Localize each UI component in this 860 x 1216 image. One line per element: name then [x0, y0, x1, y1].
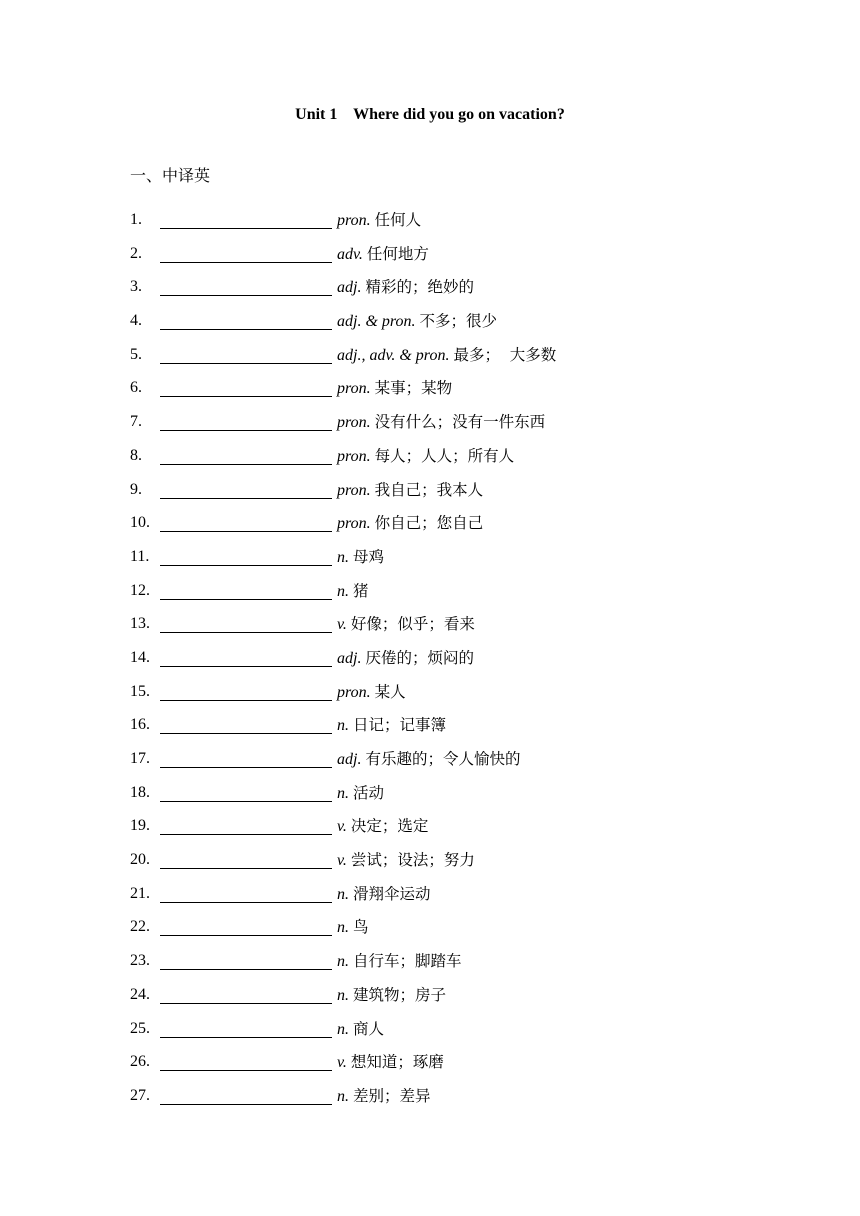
list-item: [130, 206, 730, 240]
list-item: [130, 1015, 730, 1049]
list-item: [130, 1082, 730, 1116]
item-number: 23.: [130, 952, 150, 970]
item-number: 9.: [130, 480, 142, 498]
item-number: 2.: [130, 244, 142, 262]
list-item: [130, 711, 730, 745]
chinese-meaning: 商人: [353, 1019, 385, 1038]
answer-blank[interactable]: [160, 935, 332, 936]
part-of-speech: pron.: [337, 683, 371, 701]
item-definition: [337, 243, 429, 266]
answer-blank[interactable]: [160, 700, 332, 701]
answer-blank[interactable]: [160, 969, 332, 970]
answer-blank[interactable]: [160, 1070, 332, 1071]
list-item: [130, 543, 730, 577]
item-definition: [337, 681, 406, 704]
chinese-meaning: 精彩的；绝妙的: [365, 278, 474, 297]
item-definition: [337, 984, 446, 1007]
item-definition: [337, 512, 483, 535]
item-definition: [337, 344, 556, 367]
item-definition: [337, 815, 428, 838]
part-of-speech: adj., adv. & pron.: [337, 346, 450, 364]
answer-blank[interactable]: [160, 902, 332, 903]
item-definition: [337, 613, 475, 636]
answer-blank[interactable]: [160, 1003, 332, 1004]
chinese-meaning: 任何地方: [366, 244, 429, 263]
chinese-meaning: 你自己；您自己: [374, 514, 484, 533]
part-of-speech: pron.: [337, 515, 371, 533]
chinese-meaning: 不多；很少: [419, 312, 498, 331]
chinese-meaning: 猪: [353, 581, 369, 600]
item-number: 5.: [130, 345, 142, 363]
list-item: [130, 509, 730, 543]
answer-blank[interactable]: [160, 565, 332, 566]
item-number: 16.: [130, 716, 150, 734]
chinese-meaning: 建筑物；房子: [353, 985, 447, 1004]
list-item: [130, 610, 730, 644]
part-of-speech: n.: [337, 548, 349, 566]
part-of-speech: n.: [337, 717, 349, 735]
chinese-meaning: 自行车；脚踏车: [353, 952, 462, 971]
section-heading: 一、中译英: [130, 166, 211, 185]
item-number: 3.: [130, 278, 142, 296]
item-number: 10.: [130, 514, 150, 532]
chinese-meaning: 想知道；琢磨: [350, 1053, 444, 1072]
item-definition: [337, 782, 384, 805]
list-item: [130, 981, 730, 1015]
chinese-meaning: 决定；选定: [350, 817, 429, 836]
list-item: [130, 577, 730, 611]
chinese-meaning: 好像；似乎；看来: [350, 615, 475, 634]
chinese-meaning: 差别；差异: [353, 1086, 431, 1105]
answer-blank[interactable]: [160, 464, 332, 465]
item-definition: [337, 411, 545, 434]
item-number: 1.: [130, 211, 142, 228]
vocabulary-list: [130, 206, 730, 1116]
list-item: [130, 476, 730, 510]
answer-blank[interactable]: [160, 1037, 332, 1038]
chinese-meaning: 鸟: [353, 918, 369, 937]
item-number: 13.: [130, 615, 150, 633]
chinese-meaning: 活动: [353, 783, 385, 802]
answer-blank[interactable]: [160, 430, 332, 431]
item-definition: [337, 1018, 384, 1041]
item-definition: [337, 580, 369, 603]
item-number: 27.: [130, 1086, 150, 1104]
answer-blank[interactable]: [160, 498, 332, 499]
list-item: [130, 779, 730, 813]
item-number: 7.: [130, 413, 142, 431]
item-definition: [337, 647, 474, 670]
answer-blank[interactable]: [160, 834, 332, 835]
chinese-meaning: 某人: [374, 682, 406, 701]
part-of-speech: v.: [337, 852, 347, 870]
item-definition: [337, 445, 514, 468]
item-number: 15.: [130, 682, 150, 700]
chinese-meaning: 有乐趣的；令人愉快的: [365, 750, 521, 768]
answer-blank[interactable]: [160, 262, 332, 263]
item-number: 17.: [130, 750, 150, 767]
item-number: 19.: [130, 817, 150, 835]
chinese-meaning: 日记；记事簿: [353, 716, 447, 735]
part-of-speech: adj.: [337, 751, 362, 768]
answer-blank[interactable]: [160, 733, 332, 734]
answer-blank[interactable]: [160, 767, 332, 768]
list-item: [130, 307, 730, 341]
part-of-speech: n.: [337, 1020, 349, 1038]
chinese-meaning: 厌倦的；烦闷的: [365, 648, 474, 667]
item-number: 26.: [130, 1053, 150, 1071]
answer-blank[interactable]: [160, 531, 332, 532]
part-of-speech: v.: [337, 1054, 347, 1072]
list-item: [130, 374, 730, 408]
item-definition: [337, 479, 483, 502]
list-item: [130, 1048, 730, 1082]
part-of-speech: pron.: [337, 481, 371, 499]
chinese-meaning: 最多； 大多数: [453, 345, 557, 364]
item-number: 14.: [130, 648, 150, 666]
answer-blank[interactable]: [160, 666, 332, 667]
list-item: [130, 644, 730, 678]
item-number: 12.: [130, 581, 150, 599]
chinese-meaning: 母鸡: [353, 547, 385, 566]
part-of-speech: pron.: [337, 414, 371, 432]
chinese-meaning: 我自己；我本人: [374, 480, 484, 499]
chinese-meaning: 尝试；设法；努力: [350, 851, 475, 870]
item-number: 22.: [130, 918, 150, 936]
answer-blank[interactable]: [160, 1104, 332, 1105]
list-item: [130, 273, 730, 307]
list-item: [130, 408, 730, 442]
chinese-meaning: 某事；某物: [374, 379, 453, 398]
list-item: [130, 913, 730, 947]
item-number: 18.: [130, 783, 150, 801]
item-number: 8.: [130, 446, 142, 464]
item-number: 21.: [130, 884, 150, 902]
item-number: 20.: [130, 851, 150, 869]
answer-blank[interactable]: [160, 599, 332, 600]
part-of-speech: adj.: [337, 649, 362, 667]
part-of-speech: n.: [337, 953, 349, 971]
list-item: [130, 341, 730, 375]
part-of-speech: pron.: [337, 380, 371, 398]
item-number: 24.: [130, 985, 150, 1003]
list-item: [130, 240, 730, 274]
answer-blank[interactable]: [160, 363, 332, 364]
answer-blank[interactable]: [160, 396, 332, 397]
part-of-speech: n.: [337, 1087, 349, 1105]
item-definition: [337, 310, 497, 333]
item-number: 4.: [130, 312, 142, 330]
chinese-meaning: 没有什么；没有一件东西: [374, 413, 546, 432]
part-of-speech: v.: [337, 818, 347, 836]
answer-blank[interactable]: [160, 295, 332, 296]
list-item: [130, 846, 730, 880]
item-definition: [337, 883, 431, 906]
item-definition: [337, 377, 452, 400]
item-definition: [337, 546, 384, 569]
item-definition: [337, 1051, 444, 1074]
answer-blank[interactable]: [160, 801, 332, 802]
list-item: [130, 678, 730, 712]
chinese-meaning: 滑翔伞运动: [353, 884, 431, 903]
answer-blank[interactable]: [160, 868, 332, 869]
part-of-speech: n.: [337, 919, 349, 937]
part-of-speech: v.: [337, 616, 347, 634]
item-definition: [337, 748, 520, 771]
part-of-speech: adv.: [337, 245, 363, 263]
item-number: 25.: [130, 1019, 150, 1037]
item-definition: [337, 1085, 431, 1108]
item-definition: [337, 209, 421, 232]
item-number: 6.: [130, 379, 142, 397]
list-item: [130, 947, 730, 981]
item-number: 11.: [130, 547, 150, 565]
item-definition: [337, 849, 475, 872]
answer-blank[interactable]: [160, 632, 332, 633]
part-of-speech: n.: [337, 986, 349, 1004]
chinese-meaning: 每人；人人；所有人: [374, 446, 515, 465]
part-of-speech: adj.: [337, 279, 362, 297]
item-definition: [337, 714, 446, 737]
part-of-speech: pron.: [337, 212, 371, 229]
item-definition: [337, 916, 369, 939]
list-item: [130, 745, 730, 779]
part-of-speech: n.: [337, 784, 349, 802]
item-definition: [337, 276, 474, 299]
answer-blank[interactable]: [160, 329, 332, 330]
item-definition: [337, 950, 462, 973]
answer-blank[interactable]: [160, 228, 332, 229]
list-item: [130, 442, 730, 476]
part-of-speech: n.: [337, 885, 349, 903]
page-title: Unit 1 Where did you go on vacation?: [295, 106, 565, 123]
part-of-speech: n.: [337, 582, 349, 600]
list-item: [130, 812, 730, 846]
part-of-speech: adj. & pron.: [337, 313, 416, 331]
part-of-speech: pron.: [337, 447, 371, 465]
chinese-meaning: 任何人: [374, 211, 422, 229]
list-item: [130, 880, 730, 914]
